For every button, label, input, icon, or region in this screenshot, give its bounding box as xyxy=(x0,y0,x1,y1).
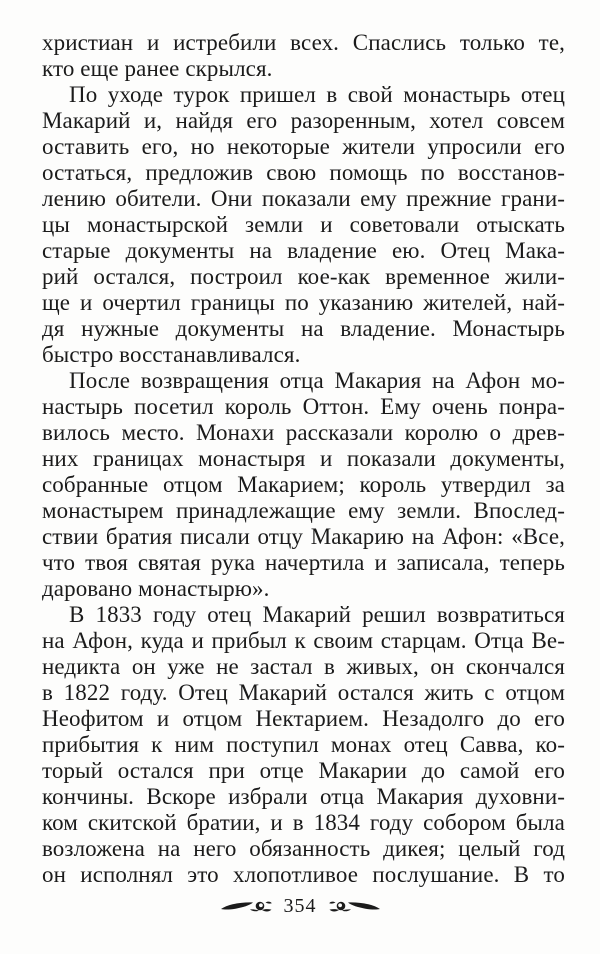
text-line: что твоя святая рука начертила и записала, теперь xyxy=(42,550,565,575)
paragraph xyxy=(42,602,565,888)
text-block xyxy=(42,30,565,888)
text-line: После возвращения отца Макария на Афон мо- xyxy=(69,368,565,393)
text-line: прибытия к ним поступил монах отец Савва, ко- xyxy=(42,732,565,757)
text-line: кончины. Вскоре избрали отца Макария духовни- xyxy=(42,784,565,809)
text-line: торый остался при отце Макарии до самой его xyxy=(42,758,565,783)
text-line: рий остался, построил кое-как временное жили- xyxy=(42,264,565,289)
text-line: ще и очертил границы по указанию жителей, най- xyxy=(42,290,565,315)
page-number: 354 xyxy=(283,895,317,917)
text-line: даровано монастырю». xyxy=(42,576,270,601)
text-line: настырь посетил король Оттон. Ему очень понра- xyxy=(42,394,565,419)
text-line: он исполнял это хлопотливое послушание. В то xyxy=(42,862,565,887)
text-line: на Афон, куда и прибыл к своим старцам. Отца Ве- xyxy=(42,628,565,653)
fleuron-right-ornament xyxy=(329,898,381,914)
paragraph xyxy=(42,82,565,368)
text-line: быстро восстанавливался. xyxy=(42,342,301,367)
text-line: ком скитской братии, и в 1834 году собором была xyxy=(42,810,565,835)
paragraph xyxy=(42,30,565,82)
paragraph xyxy=(42,368,565,602)
text-line: них границах монастыря и показали документы, xyxy=(42,446,565,471)
text-line: старые документы на владение ею. Отец Мака- xyxy=(42,238,565,263)
text-line: ствии братия писали отцу Макарию на Афон: «Все, xyxy=(42,524,565,549)
text-line: Неофитом и отцом Нектарием. Незадолго до его xyxy=(42,706,565,731)
text-line: лению обители. Они показали ему прежние грани- xyxy=(42,186,565,211)
text-line: недикта он уже не застал в живых, он скончался xyxy=(42,654,565,679)
text-line: дя нужные документы на владение. Монастырь xyxy=(42,316,565,341)
text-line: монастырем принадлежащие ему земли. Впослед- xyxy=(42,498,565,523)
text-line: оставить его, но некоторые жители упросили его xyxy=(42,134,565,159)
text-line: В 1833 году отец Макарий решил возвратиться xyxy=(69,602,565,627)
text-line: По уходе турок пришел в свой монастырь отец xyxy=(69,82,565,107)
text-line: остаться, предложив свою помощь по восстанов- xyxy=(42,160,565,185)
text-line: кто еще ранее скрылся. xyxy=(42,56,273,81)
fleuron-left-ornament xyxy=(220,898,272,914)
text-line: вилось место. Монахи рассказали королю о древ- xyxy=(42,420,565,445)
text-line: возложена на него обязанность дикея; целый год xyxy=(42,836,565,861)
text-line: цы монастырской земли и советовали отыскать xyxy=(42,212,565,237)
page-footer xyxy=(0,893,600,919)
text-line: в 1822 году. Отец Макарий остался жить с отцом xyxy=(42,680,565,705)
text-line: христиан и истребили всех. Спаслись только те, xyxy=(42,30,565,55)
text-line: Макарий и, найдя его разоренным, хотел совсем xyxy=(42,108,565,133)
text-line: собранные отцом Макарием; король утвердил за xyxy=(42,472,565,497)
